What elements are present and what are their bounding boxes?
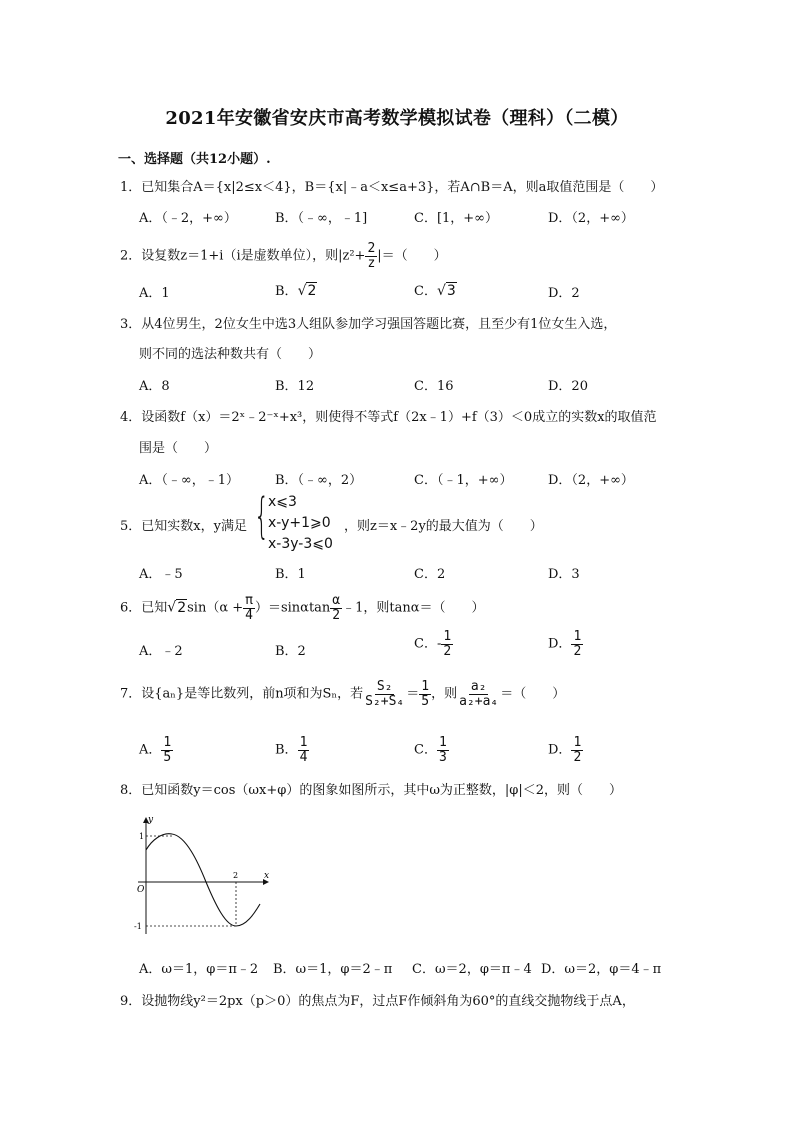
q1-option-c: C．[1，+∞）: [414, 211, 499, 226]
q4-option-b: B．（﹣∞，2）: [275, 473, 363, 488]
section-heading: 一、选择题（共12小题）.: [118, 152, 271, 167]
question-6-stem: [120, 594, 485, 622]
x-axis-label: x: [264, 871, 270, 881]
q3-option-c: C．16: [414, 379, 454, 394]
q2-stem-pre: 2．设复数z＝1+i（i是虚数单位），则|z²+: [120, 248, 366, 264]
q7-fraction-2: [419, 680, 431, 708]
q6-option-a: A．﹣2: [139, 644, 183, 659]
y-tick-neg1: -1: [134, 922, 142, 931]
y-axis-label: y: [148, 815, 154, 825]
q5-constraint-1: x⩽3: [268, 494, 297, 510]
q1-option-b: B．（﹣∞，﹣1]: [275, 211, 368, 226]
sqrt-symbol: √3: [436, 283, 456, 299]
q6-option-c-label: C．-: [414, 636, 442, 652]
q8-option-a: A．ω＝1，φ＝π﹣2: [139, 962, 259, 977]
q5-constraint-2: x-y+1⩾0: [268, 515, 331, 531]
question-9-stem: 9．设抛物线y²＝2px（p＞0）的焦点为F，过点F作倾斜角为60°的直线交抛物线于点A，: [120, 994, 635, 1009]
q8-option-b: B．ω＝1，φ＝2﹣π: [273, 962, 393, 977]
q7-option-c-fraction: [437, 736, 449, 764]
q8-option-d: D．ω＝2，φ＝4﹣π: [541, 962, 662, 977]
question-7-stem: [120, 680, 565, 708]
q7-f2-den: 5: [421, 693, 430, 709]
q6-c-den: 2: [443, 643, 452, 659]
q7-f1-den: S₂+S₄: [365, 693, 405, 709]
q7-option-c: [414, 736, 449, 764]
q1-option-a: A．（﹣2，+∞）: [139, 211, 237, 226]
q6-option-d-label: D．: [548, 636, 572, 652]
q7-stem-pre: 7．设{aₙ}是等比数列，前n项和为Sₙ，若: [120, 686, 364, 702]
q7-option-a-fraction: [161, 736, 173, 764]
q2-option-b: [275, 280, 317, 299]
q7-option-b-fraction: [298, 736, 310, 764]
q2-option-c-label: C．: [414, 284, 437, 299]
q5-constraint-3: x-3y-3⩽0: [268, 536, 333, 552]
cosine-curve: [146, 834, 260, 926]
q7-stem-post: ＝（ ）: [500, 686, 566, 702]
origin-label: O: [137, 885, 145, 895]
q3-option-a: A．8: [139, 379, 170, 394]
q2-option-b-radicand: 2: [307, 283, 317, 299]
q6-option-c: [414, 630, 453, 658]
q6-c-num: 1: [443, 629, 452, 644]
q6-f2-num: α: [332, 593, 341, 608]
q2-stem-post: |＝（ ）: [377, 248, 447, 264]
sqrt-symbol: √2: [167, 599, 187, 616]
q5-option-b: B．1: [275, 567, 306, 582]
question-4-stem-line2: 围是（ ）: [139, 441, 218, 456]
q3-option-d: D．20: [548, 379, 588, 394]
q2-option-c-radicand: 3: [446, 283, 456, 299]
q2-option-d: D．2: [548, 286, 580, 301]
q7-c-den: 3: [438, 749, 447, 765]
q7-eq: ＝: [406, 686, 420, 702]
q6-stem-pre: 6．已知: [120, 600, 168, 616]
q7-fraction-3: [457, 680, 500, 708]
q7-a-den: 5: [163, 749, 172, 765]
q6-d-den: 2: [573, 643, 582, 659]
x-tick-2: 2: [233, 871, 239, 880]
q6-option-c-fraction: [441, 630, 453, 658]
q7-d-num: 1: [573, 735, 582, 750]
q7-then: ，则: [431, 686, 458, 702]
q3-option-b: B．12: [275, 379, 315, 394]
q7-option-d-label: D．: [548, 742, 572, 758]
q8-cosine-graph: [128, 812, 278, 942]
q8-option-c: C．ω＝2，φ＝π﹣4: [412, 962, 532, 977]
q7-b-den: 4: [299, 749, 308, 765]
q2-option-a: A．1: [139, 286, 170, 301]
q5-system: [268, 492, 333, 555]
y-tick-1: 1: [139, 832, 145, 841]
q2-fraction: [365, 242, 377, 270]
q7-f1-num: S₂: [376, 679, 393, 694]
page-title: 2021年安徽省安庆市高考数学模拟试卷（理科）（二模）: [165, 108, 629, 129]
q6-d-num: 1: [573, 629, 582, 644]
q7-option-a-label: A．: [139, 742, 162, 758]
q7-option-b: [275, 736, 309, 764]
q2-option-b-label: B．: [275, 284, 298, 299]
question-3-stem-line1: 3．从4位男生，2位女生中选3人组队参加学习强国答题比赛，且至少有1位女生入选，: [120, 317, 617, 332]
q7-c-num: 1: [438, 735, 447, 750]
q2-option-c: [414, 280, 457, 299]
q6-option-d-fraction: [571, 630, 583, 658]
q7-fraction-1: [363, 680, 406, 708]
q6-option-d: [548, 630, 583, 658]
q7-option-d: [548, 736, 583, 764]
q6-f1-den: 4: [245, 607, 253, 623]
question-8-stem: 8．已知函数y＝cos（ωx+φ）的图象如图所示，其中ω为正整数，|φ|＜2，则（ ）: [120, 783, 623, 798]
q5-option-a: A．﹣5: [139, 567, 183, 582]
q6-radicand: 2: [177, 599, 187, 616]
q7-option-c-label: C．: [414, 742, 437, 758]
q6-option-b: B．2: [275, 644, 306, 659]
q7-f3-num: a₂: [470, 679, 487, 694]
q6-stem-post: ﹣1，则tanα＝（ ）: [342, 600, 485, 616]
q2-frac-den: z: [367, 255, 376, 271]
q6-mid: ）＝sinαtan: [254, 600, 331, 616]
left-brace: {: [254, 488, 270, 544]
question-2-stem: [120, 242, 447, 270]
question-4-stem-line1: 4．设函数f（x）＝2ˣ﹣2⁻ˣ+x³，则使得不等式f（2x﹣1）+f（3）＜0成立的实数x的取值范: [120, 410, 657, 425]
q4-option-a: A．（﹣∞，﹣1）: [139, 473, 239, 488]
q6-fraction-1: [243, 594, 255, 622]
q6-f1-num: π: [245, 593, 253, 608]
q5-option-d: D．3: [548, 567, 580, 582]
q7-d-den: 2: [573, 749, 582, 765]
q7-option-b-label: B．: [275, 742, 298, 758]
q7-a-num: 1: [163, 735, 172, 750]
q6-sin: sin（α +: [187, 600, 244, 616]
q7-option-d-fraction: [571, 736, 583, 764]
question-3-stem-line2: 则不同的选法种数共有（ ）: [139, 347, 322, 362]
question-5-stem-post: ，则z＝x﹣2y的最大值为（ ）: [344, 519, 543, 534]
question-1-stem: 1．已知集合A＝{x|2≤x＜4}，B＝{x|﹣a＜x≤a+3}，若A∩B＝A，则a取值范围是（ ）: [120, 180, 664, 195]
q1-option-d: D．（2，+∞）: [548, 211, 634, 226]
q2-frac-num: 2: [367, 241, 376, 256]
q7-f2-num: 1: [421, 679, 430, 694]
q7-option-a: [139, 736, 173, 764]
q7-f3-den: a₂+a₄: [459, 693, 499, 709]
q6-fraction-2: [330, 594, 342, 622]
q5-option-c: C．2: [414, 567, 446, 582]
sqrt-symbol: √2: [297, 283, 317, 299]
q6-f2-den: 2: [332, 607, 341, 623]
q4-option-d: D．（2，+∞）: [548, 473, 634, 488]
q7-b-num: 1: [299, 735, 308, 750]
question-5-stem-pre: 5．已知实数x，y满足: [120, 519, 247, 534]
q4-option-c: C．（﹣1，+∞）: [414, 473, 513, 488]
